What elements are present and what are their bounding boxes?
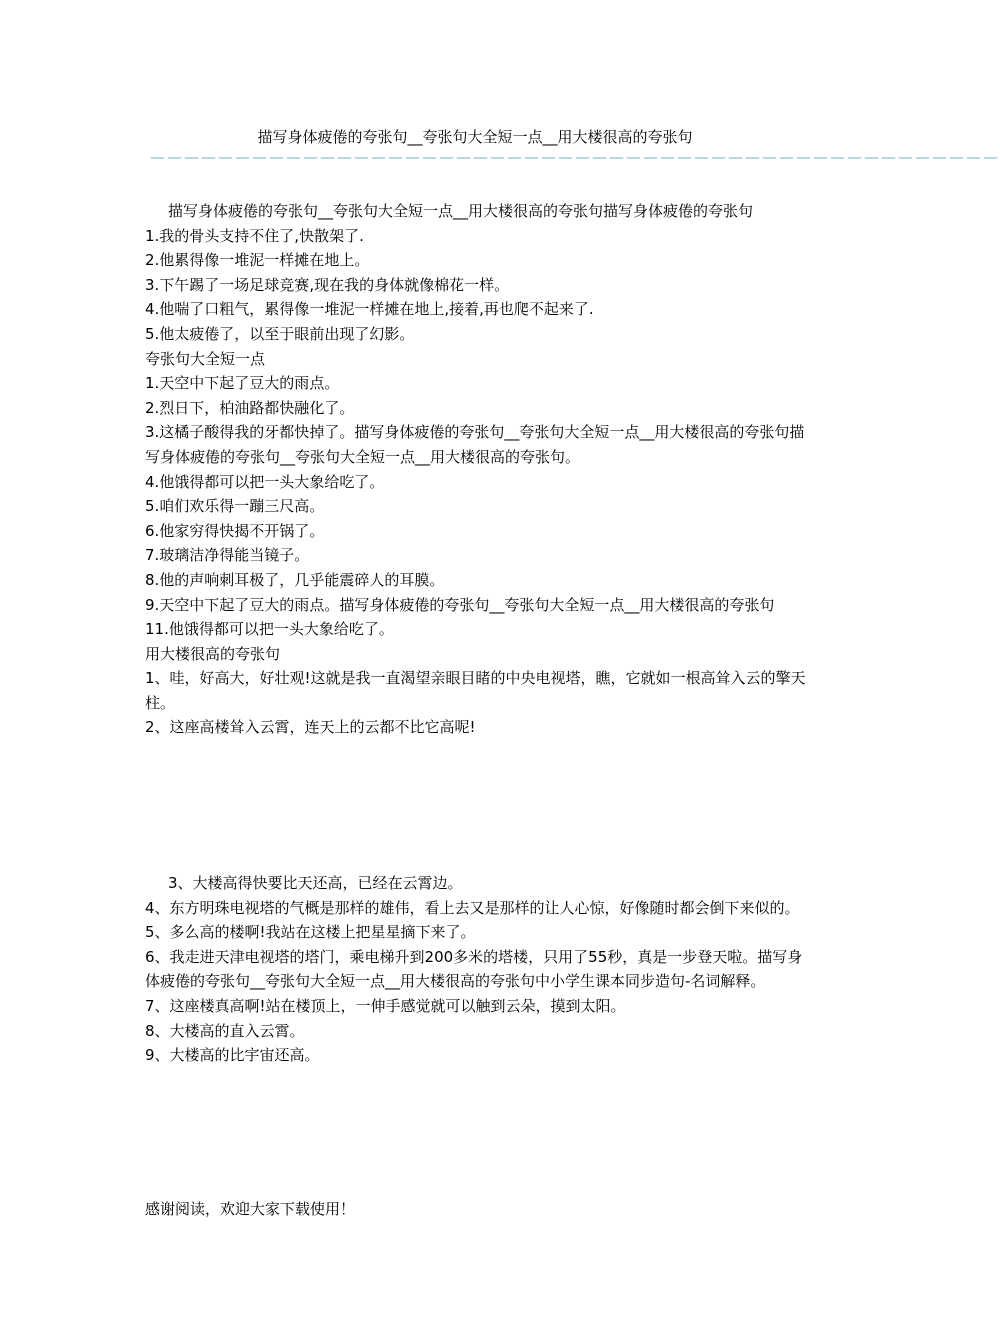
closing-note: 感谢阅读，欢迎大家下载使用！ xyxy=(145,1200,356,1218)
paragraph: 8.他的声响刺耳极了，几乎能震碎人的耳膜。 xyxy=(145,570,445,589)
paragraph: 1.天空中下起了豆大的雨点。 xyxy=(145,374,340,393)
paragraph: 3.下午踢了一场足球竞赛,现在我的身体就像棉花一样。 xyxy=(145,275,510,294)
paragraph: 5.咱们欢乐得一蹦三尺高。 xyxy=(145,497,325,516)
paragraph: 2、这座高楼耸入云霄，连天上的云都不比它高呢! xyxy=(145,718,476,737)
paragraph: 1、哇，好高大，好壮观!这就是我一直渴望亲眼目睹的中央电视塔，瞧，它就如一根高耸入云的擎天柱。 xyxy=(145,669,806,712)
paragraph: 9.天空中下起了豆大的雨点。描写身体疲倦的夸张句__夸张句大全短一点__用大楼很高的夸张句 xyxy=(145,595,775,614)
paragraph: 4、东方明珠电视塔的气概是那样的雄伟，看上去又是那样的让人心惊，好像随时都会倒下来似的。 xyxy=(145,898,800,917)
document-title: 描写身体疲倦的夸张句__夸张句大全短一点__用大楼很高的夸张句 xyxy=(257,128,693,146)
paragraph: 4.他饿得都可以把一头大象给吃了。 xyxy=(145,472,385,491)
paragraph: 6.他家穷得快揭不开锅了。 xyxy=(145,521,325,540)
paragraph: 5.他太疲倦了，以至于眼前出现了幻影。 xyxy=(145,324,415,343)
title-divider: —————————————————————————————————————————————————— xyxy=(150,148,1000,166)
paragraph: 11.他饿得都可以把一头大象给吃了。 xyxy=(145,620,394,639)
body-block-1 xyxy=(145,199,810,740)
paragraph: 3、大楼高得快要比天还高，已经在云霄边。 xyxy=(168,874,463,892)
intro-paragraph: 描写身体疲倦的夸张句__夸张句大全短一点__用大楼很高的夸张句描写身体疲倦的夸张句 xyxy=(168,202,754,220)
paragraph: 2.他累得像一堆泥一样摊在地上。 xyxy=(145,251,370,270)
paragraph: 7.玻璃洁净得能当镜子。 xyxy=(145,546,310,565)
paragraph: 1.我的骨头支持不住了,快散架了. xyxy=(145,226,364,245)
paragraph: 9、大楼高的比宇宙还高。 xyxy=(145,1046,320,1065)
paragraph: 4.他喘了口粗气，累得像一堆泥一样摊在地上,接着,再也爬不起来了. xyxy=(145,300,594,319)
paragraph: 6、我走进天津电视塔的塔门，乘电梯升到200多米的塔楼，只用了55秒，真是一步登天啦。描写身体疲倦的夸张句__夸张句大全短一点__用大楼很高的夸张句中小学生课本同步造句-名词解释。 xyxy=(145,947,803,991)
paragraph: 7、这座楼真高啊!站在楼顶上，一伸手感觉就可以触到云朵，摸到太阳。 xyxy=(145,996,626,1015)
paragraph: 8、大楼高的直入云霄。 xyxy=(145,1021,305,1040)
paragraph: 3.这橘子酸得我的牙都快掉了。描写身体疲倦的夸张句__夸张句大全短一点__用大楼很高的夸张句描写身体疲倦的夸张句__夸张句大全短一点__用大楼很高的夸张句。 xyxy=(145,423,805,466)
paragraph: 5、多么高的楼啊!我站在这楼上把星星摘下来了。 xyxy=(145,923,476,942)
section-heading: 用大楼很高的夸张句 xyxy=(145,644,281,663)
body-block-2 xyxy=(145,871,810,1068)
section-heading: 夸张句大全短一点 xyxy=(145,349,266,368)
paragraph: 2.烈日下，柏油路都快融化了。 xyxy=(145,398,355,417)
